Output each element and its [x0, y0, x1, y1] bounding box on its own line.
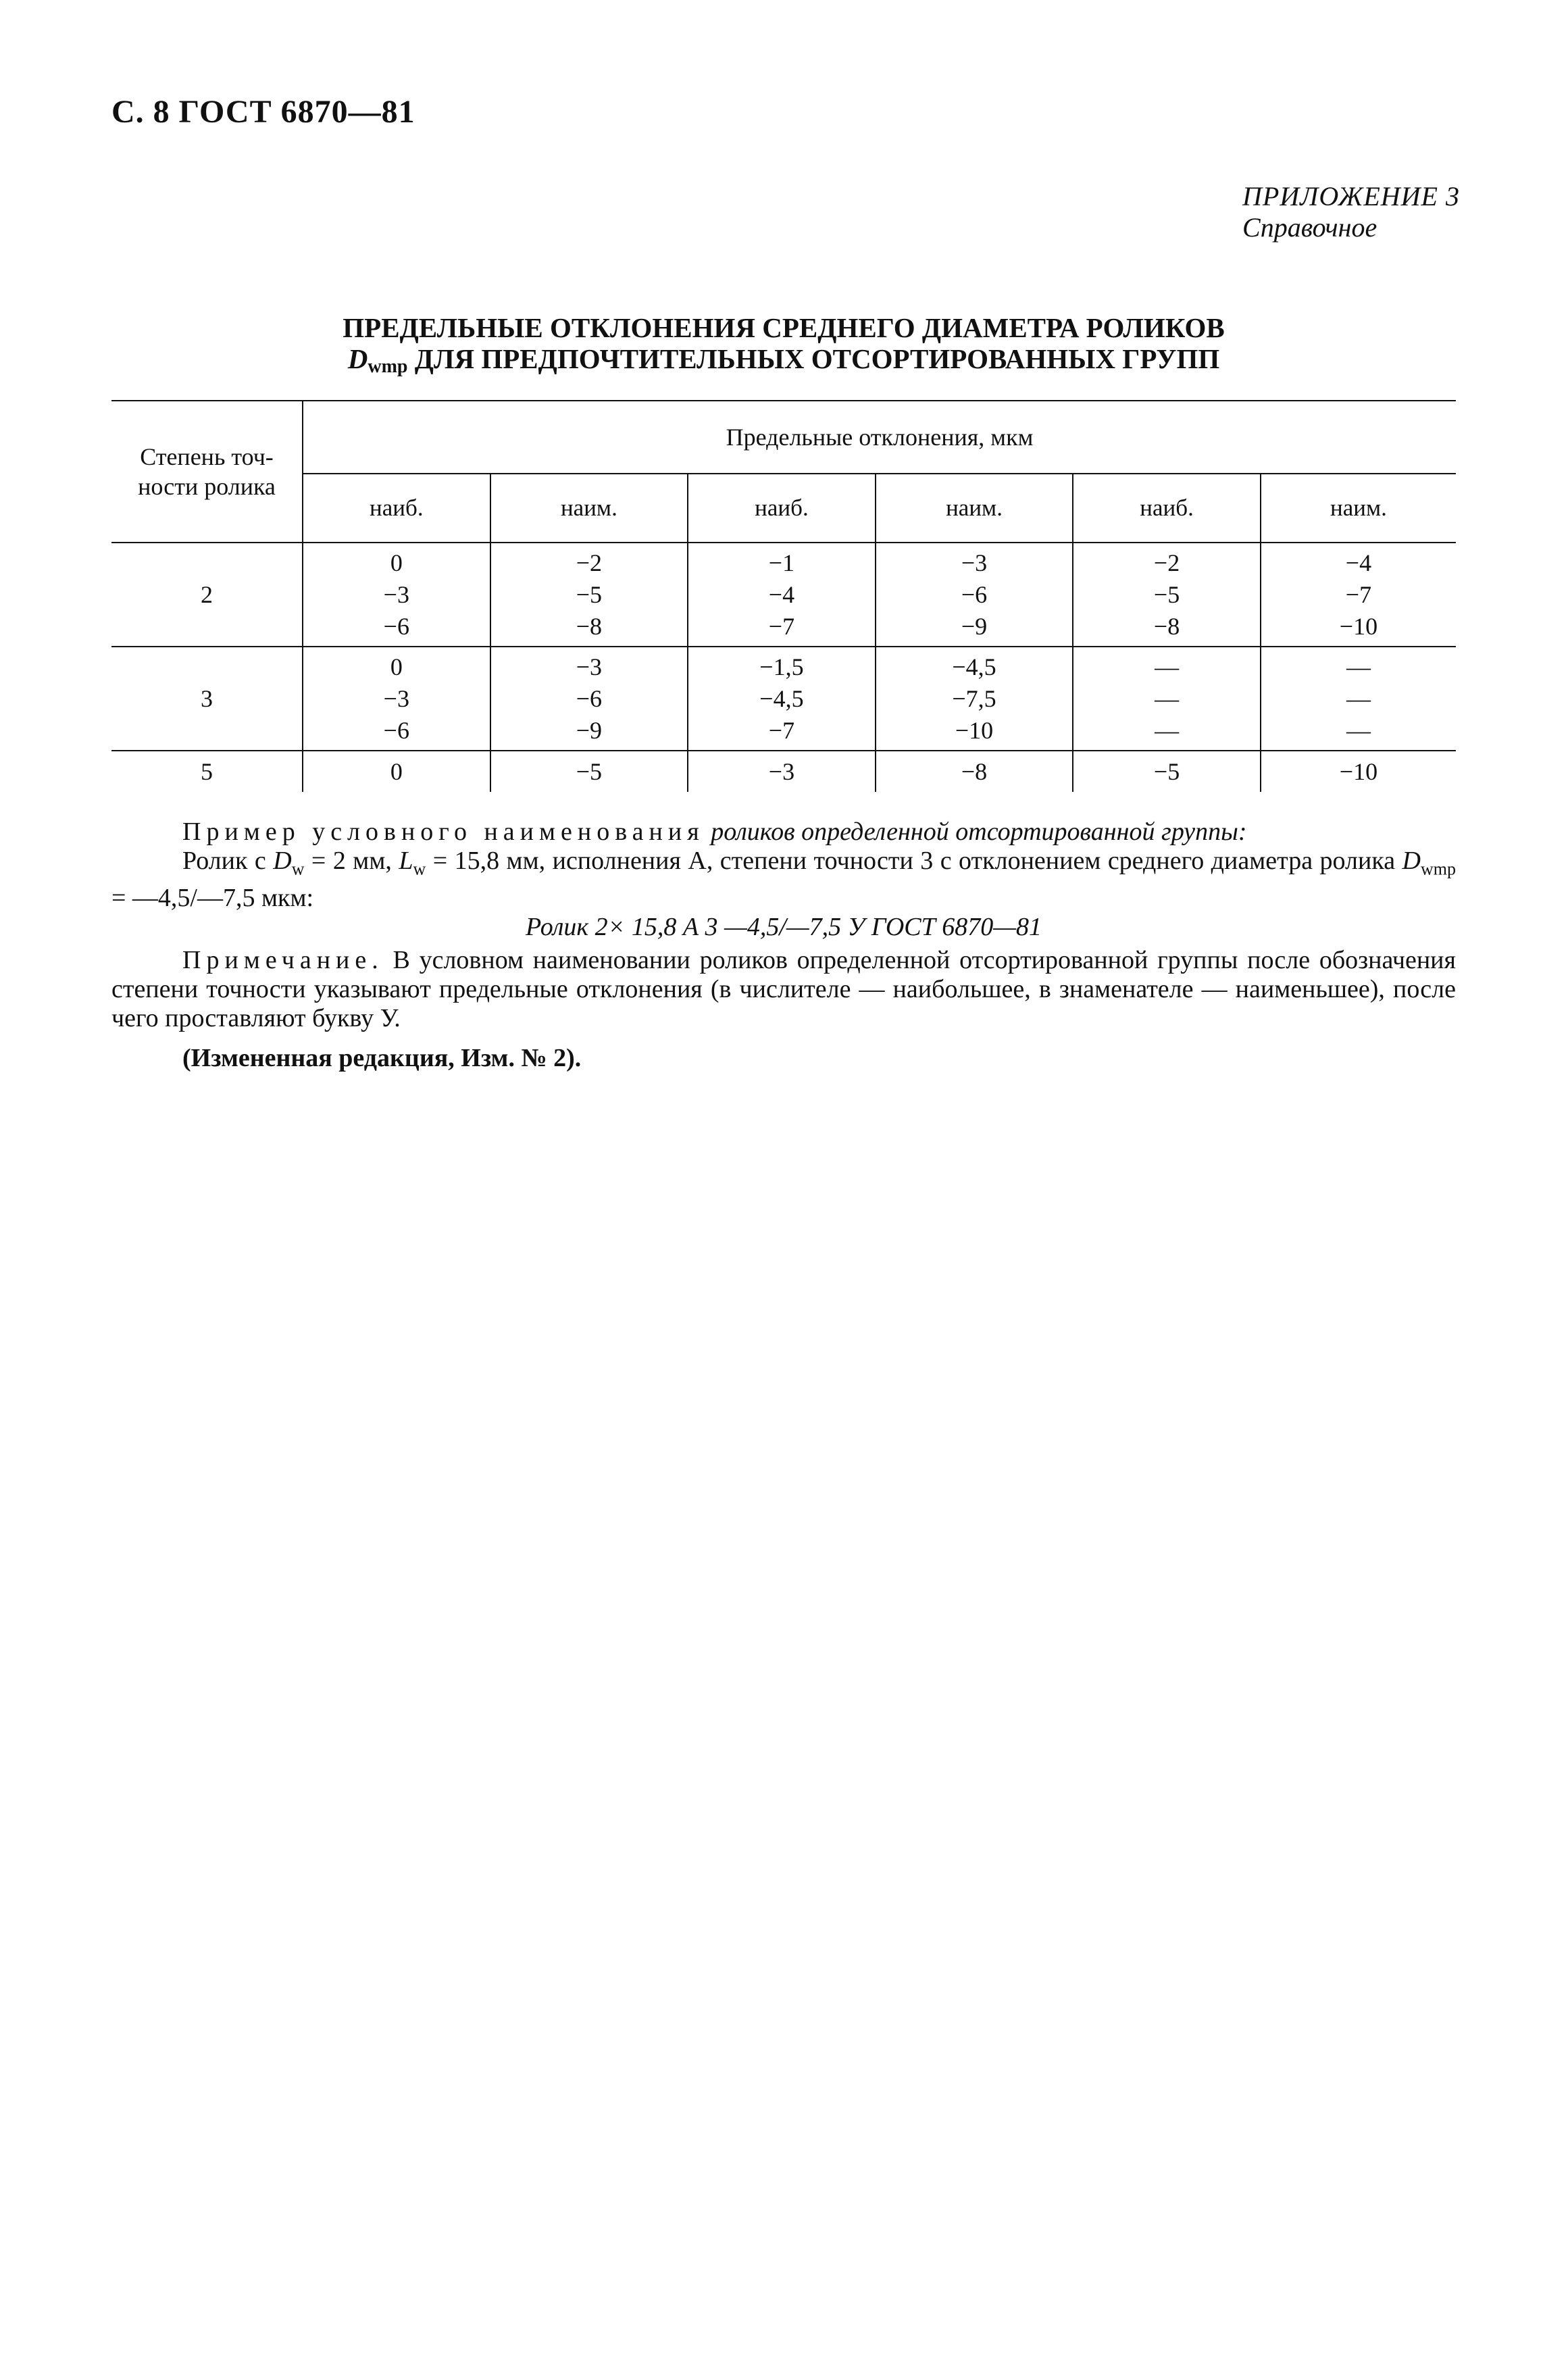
table-cell: −2 −5 −8 — [490, 543, 688, 647]
page-header: С. 8 ГОСТ 6870—81 — [111, 94, 415, 130]
document-title — [108, 312, 1459, 382]
stage-cell: 3 — [111, 647, 303, 751]
table-subheader-row — [111, 474, 1456, 543]
table-cell: −3 −6 −9 — [490, 647, 688, 751]
note-section — [111, 946, 1456, 1033]
table-cell: −1 −4 −7 — [688, 543, 876, 647]
table-cell: −2 −5 −8 — [1073, 543, 1261, 647]
deviations-group-header: Предельные отклонения, мкм — [303, 401, 1456, 474]
example-section — [111, 818, 1456, 942]
table-cell: 0 — [303, 751, 490, 792]
title-line-2-text: ДЛЯ ПРЕДПОЧТИТЕЛЬНЫХ ОТСОРТИРОВАННЫХ ГРУПП — [407, 343, 1220, 374]
stage-column-header: Степень точ- ности ролика — [111, 401, 303, 543]
subheader-max: наиб. — [1073, 474, 1261, 543]
table-cell: −10 — [1339, 757, 1378, 785]
table-cell: −1,5 −4,5 −7 — [688, 647, 876, 751]
appendix-title: ПРИЛОЖЕНИЕ 3 — [1242, 181, 1460, 211]
example-lead — [111, 818, 1456, 847]
table-cell: −3 — [688, 751, 876, 792]
deviation-table — [111, 400, 1456, 792]
appendix-label — [1242, 181, 1460, 243]
table-cell: −4,5 −7,5 −10 — [876, 647, 1073, 751]
table-cell: −5 — [490, 751, 688, 792]
table-cell: — — — — [1073, 647, 1261, 751]
table-cell: 0 −3 −6 — [303, 543, 490, 647]
example-lead-rest: роликов определенной отсортированной группы: — [704, 818, 1247, 846]
table-cell: −5 — [1073, 751, 1261, 792]
title-symbol-sub: wmp — [368, 356, 408, 377]
table-row — [111, 543, 1456, 647]
title-line-2 — [108, 343, 1459, 382]
example-paragraph: Ролик с $D_w = 2$ мм, $L_w = 15,8$ мм, исполнения А, степени точности 3 с отклонением среднего диаметра ролика $D_{wmp}$ = —4,5/—7,5 мкм: — [111, 847, 1456, 912]
table-row — [111, 751, 1456, 792]
example-designation: Ролик 2× 15,8 А 3 —4,5/—7,5 У ГОСТ 6870—81 — [525, 912, 1042, 941]
stage-cell: 5 — [111, 751, 303, 792]
subheader-max: наиб. — [688, 474, 876, 543]
title-line-1: ПРЕДЕЛЬНЫЕ ОТКЛОНЕНИЯ СРЕДНЕГО ДИАМЕТРА РОЛИКОВ — [343, 312, 1225, 343]
note-paragraph — [111, 946, 1456, 1033]
title-symbol: D — [347, 343, 368, 374]
table-row — [111, 647, 1456, 751]
subheader-min: наим. — [1261, 474, 1456, 543]
note-label: Примечание. — [182, 946, 384, 974]
table-cell: — — — — [1261, 647, 1456, 751]
note-text: В условном наименовании роликов определенной отсортированной группы после обозначения степени точности указывают предельные отклонения (в числителе — наибольшее, в знаменателе — наименьшее), после чего проставляют букву У. — [111, 946, 1456, 1032]
table-cell: −8 — [876, 751, 1073, 792]
example-lead-spaced: Пример условного наименования — [182, 818, 705, 846]
subheader-max: наиб. — [303, 474, 490, 543]
table-cell: 0 −3 −6 — [303, 647, 490, 751]
subheader-min: наим. — [876, 474, 1073, 543]
revision-note: (Измененная редакция, Изм. № 2). — [182, 1044, 582, 1072]
subheader-min: наим. — [490, 474, 688, 543]
table-cell: −4 −7 −10 — [1261, 543, 1456, 647]
table-cell: −3 −6 −9 — [876, 543, 1073, 647]
stage-cell: 2 — [111, 543, 303, 647]
appendix-subtitle: Справочное — [1242, 212, 1377, 243]
table-header-row — [111, 401, 1456, 474]
